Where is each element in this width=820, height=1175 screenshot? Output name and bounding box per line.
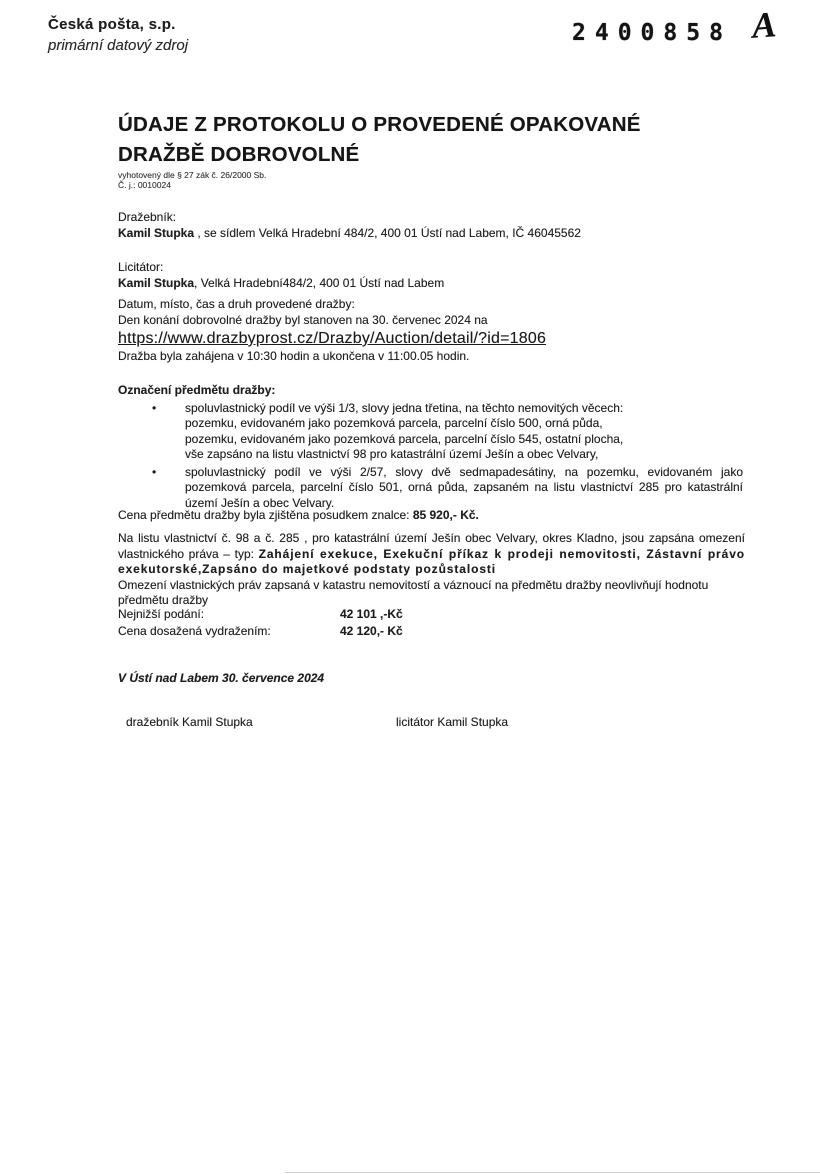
auctioneer-details: , se sídlem Velká Hradební 484/2, 400 01 Ústí nad Labem, IČ 46045562 (194, 225, 581, 240)
lowest-bid-label: Nejnižší podání: (118, 607, 205, 621)
restrictions-bold-text: Zahájení exekuce, Exekuční příkaz k prodeji nemovitosti, Zástavní právo exekutorské,Zapsáno do majetkové podstaty pozůstalosti (118, 546, 745, 576)
bullet-1-text (185, 401, 743, 463)
document-title-note (118, 170, 745, 190)
legal-reference: vyhotovený dle § 27 zák č. 26/2000 Sb. (118, 170, 267, 180)
licitator-details: , Velká Hradební484/2, 400 01 Ústí nad Labem (194, 275, 445, 290)
organization-header (48, 16, 188, 54)
bullet-1-line-4: vše zapsáno na listu vlastnictví 98 pro katastrální území Ješín a obec Velvary, (185, 447, 599, 461)
table-row (118, 624, 745, 640)
auction-url: https://www.drazbyprost.cz/Drazby/Auction/detail/?id=1806 (118, 330, 547, 347)
list-item (118, 465, 745, 512)
auctioneer-name: Kamil Stupka (118, 225, 195, 240)
section-licitator (118, 260, 745, 291)
signature-licitator: licitátor Kamil Stupka (396, 715, 509, 729)
organization-name: Česká pošta, s.p. (48, 16, 176, 33)
restrictions-paragraph (118, 531, 745, 578)
bullet-1-line-2: pozemku, evidovaném jako pozemková parcela, parcelní číslo 500, orná půda, (185, 416, 603, 430)
licitator-label: Licitátor: (118, 260, 164, 274)
file-number: Č. j.: 0010024 (118, 180, 171, 190)
auction-times-text: Dražba byla zahájena v 10:30 hodin a ukončena v 11:00.05 hodin. (118, 349, 470, 363)
auctioneer-value (118, 226, 745, 242)
restrictions-normal-text: Na listu vlastnictví č. 98 a č. 285 , pro katastrální území Ješín obec Velvary, okres Kladno, jsou zapsána omezení vlastnického práva – typ: (118, 531, 745, 561)
restrictions-note: Omezení vlastnických práv zapsaná v katastru nemovitostí a váznoucí na předmětu dražby neovlivňují hodnotu předmětu dražby (118, 577, 709, 607)
organization-subtitle: primární datový zdroj (48, 37, 189, 54)
document-title-line2: DRAŽBĚ DOBROVOLNÉ (118, 143, 360, 166)
auction-day-text: Den konání dobrovolné dražby byl stanoven na 30. červenec 2024 na (118, 312, 488, 327)
signature-auctioneer: dražebník Kamil Stupka (126, 715, 253, 729)
section-restrictions (118, 531, 745, 609)
licitator-value (118, 276, 745, 292)
licitator-name: Kamil Stupka (118, 275, 195, 290)
date-place-label: Datum, místo, čas a druh provedené dražby: (118, 297, 355, 311)
appraisal-price-prefix: Cena předmětu dražby byla zjištěna posudkem znalce: (118, 508, 413, 522)
stamp-number: 2400858 (572, 20, 732, 46)
section-date-place (118, 297, 745, 349)
auctioneer-label: Dražebník: (118, 210, 177, 224)
document-title-line1: ÚDAJE Z PROTOKOLU O PROVEDENÉ OPAKOVANÉ (118, 113, 641, 136)
section-subject (118, 383, 745, 511)
subject-label: Označení předmětu dražby: (118, 383, 276, 397)
appraisal-price-text (118, 508, 745, 524)
appraisal-price-value: 85 920,- Kč. (412, 508, 479, 522)
achieved-price-value: 42 120,- Kč (340, 623, 403, 638)
lowest-bid-value: 42 101 ,-Kč (340, 607, 403, 621)
section-auctioneer (118, 210, 745, 241)
achieved-price-label: Cena dosažená vydražením: (118, 623, 271, 638)
subject-bullet-list (118, 401, 745, 512)
bullet-icon: • (152, 400, 157, 415)
bullet-1-line-1: spoluvlastnický podíl ve výši 1/3, slovy jedna třetina, na těchto nemovitých věcech: (185, 400, 624, 415)
scan-artifact-line (285, 1172, 820, 1173)
bullet-1-line-3: pozemku, evidovaném jako pozemková parcela, parcelní číslo 545, ostatní plocha, (185, 431, 624, 446)
handwritten-letter: A (750, 4, 778, 46)
document-title (118, 110, 745, 170)
place-and-date: V Ústí nad Labem 30. července 2024 (118, 671, 325, 685)
bullet-2-text: spoluvlastnický podíl ve výši 2/57, slovy dvě sedmapadesátiny, na pozemku, evidovaném jako pozemková parcela, parcelní číslo 501, orná půda, zapsaném na listu vlastnictví 285 pro katastrální území Ješín a obec Velvary. (185, 464, 743, 510)
signature-row (118, 715, 745, 731)
section-prices (118, 607, 745, 640)
bullet-icon: • (152, 464, 157, 479)
table-row (118, 607, 745, 623)
list-item (118, 401, 745, 463)
